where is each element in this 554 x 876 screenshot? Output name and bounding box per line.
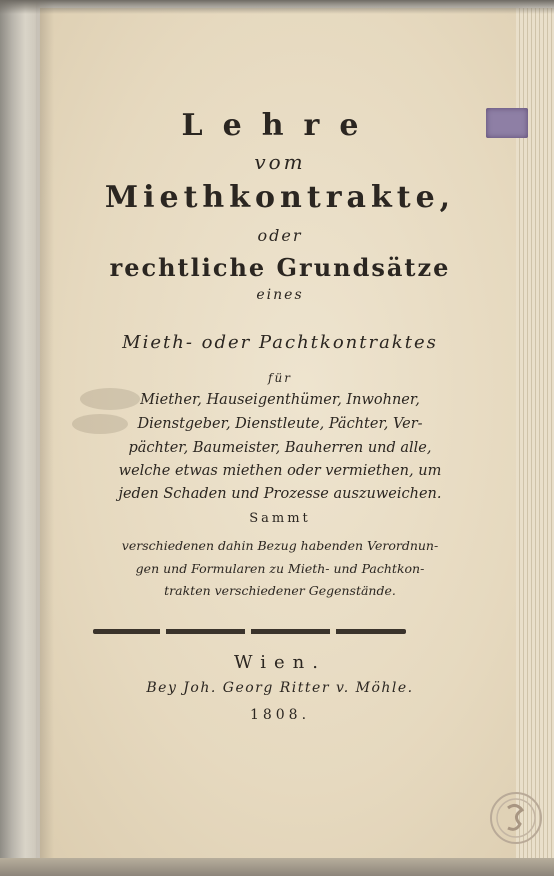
supplement-line: verschiedenen dahin Bezug habenden Verordnun- <box>121 538 439 553</box>
title-rechtliche-grundsaetze: rechtliche Grundsätze <box>109 253 451 282</box>
title-fuer: für <box>268 371 292 385</box>
title-vom: vom <box>254 150 306 174</box>
sammt-heading: Sammt <box>249 511 311 526</box>
rule-break <box>160 628 166 635</box>
body-line: welche etwas miethen oder vermiethen, um <box>118 463 442 479</box>
imprint-city: Wien. <box>234 652 326 673</box>
title-pachtkontraktes: Mieth- oder Pachtkontraktes <box>122 332 438 353</box>
body-line: jeden Schaden und Prozesse auszuweichen. <box>118 486 442 502</box>
body-line: Miether, Hauseigenthümer, Inwohner, <box>140 392 420 408</box>
rule-break <box>245 628 251 635</box>
supplement-line: trakten verschiedener Gegenstände. <box>164 583 396 598</box>
top-shadow <box>0 0 554 14</box>
book-cover-edge <box>0 0 36 876</box>
body-line: Dienstgeber, Dienstleute, Pächter, Ver- <box>137 416 423 432</box>
spine-shadow <box>36 0 54 876</box>
body-line: pächter, Baumeister, Bauherren und alle, <box>128 440 432 456</box>
imprint-year: 1808. <box>249 707 311 723</box>
title-oder: oder <box>257 226 303 245</box>
title-miethkontrakte: Miethkontrakte, <box>104 180 456 215</box>
title-lehre: Lehre <box>181 108 379 143</box>
bookseller-stamp-icon <box>488 790 544 846</box>
title-eines: eines <box>256 287 304 303</box>
book-bottom-edge <box>0 858 554 876</box>
rule-break <box>330 628 336 635</box>
supplement-line: gen und Formularen zu Mieth- und Pachtkon- <box>135 561 425 576</box>
imprint-printer: Bey Joh. Georg Ritter v. Möhle. <box>146 680 414 696</box>
